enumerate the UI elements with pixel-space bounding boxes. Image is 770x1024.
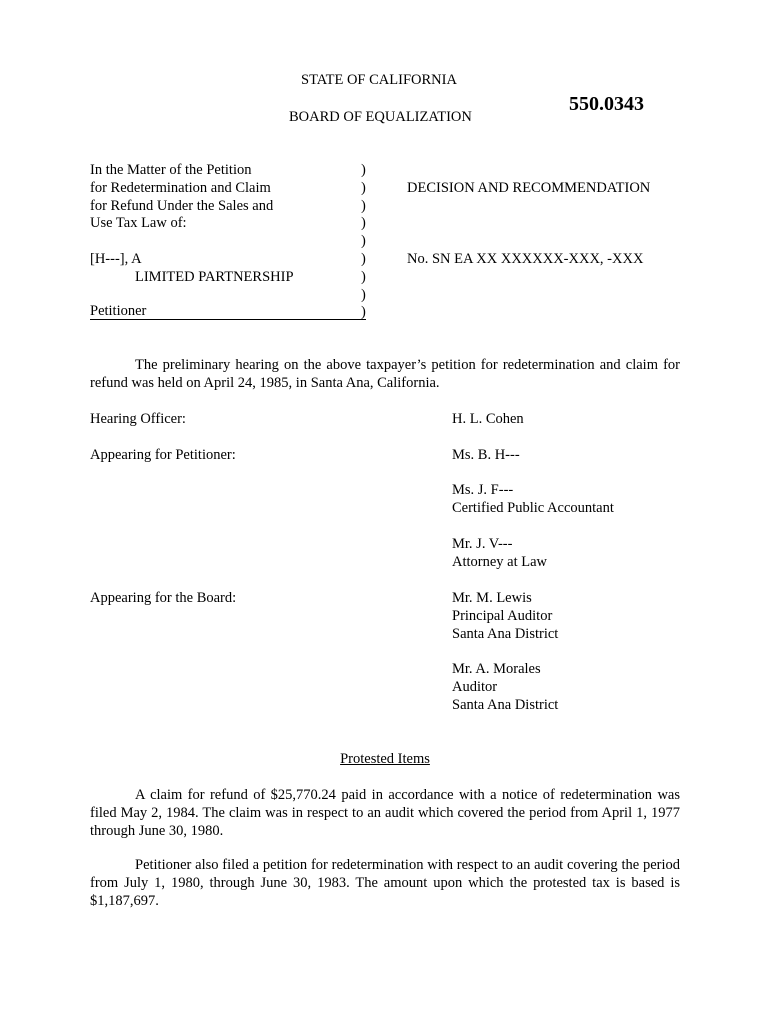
matter-line: In the Matter of the Petition [90,162,252,178]
petitioner-label: Petitioner [90,303,147,319]
matter-line: for Refund Under the Sales and [90,197,274,214]
hearing-officer-name: H. L. Cohen [452,411,524,427]
document-number: 550.0343 [569,93,644,115]
matter-line: Use Tax Law of: [90,215,187,232]
intro-text: The preliminary hearing on the above taxpayer’s petition for redetermination and claim for refund was held on April 24, 1985, in Santa Ana, California. [90,357,680,391]
matter-caption [90,161,273,232]
rep-line: Principal Auditor [452,607,553,624]
caption-parentheses [361,161,366,321]
intro-paragraph [90,356,680,392]
rep-line: Auditor [452,678,498,695]
paragraph-text: Petitioner also filed a petition for redetermination with respect to an audit covering the period from July 1, 1980, through June 30, 1983. The amount upon which the protested tax is based is $1,187,697. [90,857,680,909]
protested-paragraph [90,786,680,840]
case-number: No. SN EA XX XXXXXX-XXX, -XXX [407,251,644,267]
rep-line: Ms. J. F--- [452,482,514,498]
petitioner-rep [452,535,547,571]
paren: ) [361,250,366,267]
rep-line: Mr. M. Lewis [452,590,532,606]
paren: ) [361,268,366,285]
rep-line: Mr. A. Morales [452,661,541,677]
petitioner-appearance-label: Appearing for Petitioner: [90,447,236,463]
rep-line: Santa Ana District [452,696,559,713]
petitioner-rep [452,481,614,517]
rep-line: Attorney at Law [452,553,548,570]
board-rep [452,589,558,642]
board-heading: BOARD OF EQUALIZATION [289,109,472,125]
board-appearance-label: Appearing for the Board: [90,590,237,606]
state-heading: STATE OF CALIFORNIA [301,72,457,88]
party-type: LIMITED PARTNERSHIP [135,269,294,285]
protested-paragraph [90,856,680,910]
rep-line: Mr. J. V--- [452,536,513,552]
party-name: [H---], A [90,251,142,267]
rep-line: Ms. B. H--- [452,447,520,463]
paren: ) [361,197,366,214]
paren: ) [361,215,366,232]
rep-line: Certified Public Accountant [452,499,614,516]
decision-title: DECISION AND RECOMMENDATION [407,180,651,196]
rep-line: Santa Ana District [452,625,559,642]
petitioner-signature-line [90,302,366,320]
paren: ) [361,233,366,250]
paren: ) [361,286,366,303]
board-rep [452,660,558,713]
matter-line: for Redetermination and Claim [90,179,271,196]
paren: ) [361,304,366,321]
paragraph-text: A claim for refund of $25,770.24 paid in accordance with a notice of redetermination was filed May 2, 1984. The claim was in respect to an audit which covered the period from April 1, 1977 through June 30, 1980. [90,787,680,839]
hearing-officer-label: Hearing Officer: [90,411,186,427]
protested-items-heading: Protested Items [340,751,430,767]
paren: ) [361,162,366,178]
petitioner-rep [452,446,520,464]
paren: ) [361,179,366,196]
